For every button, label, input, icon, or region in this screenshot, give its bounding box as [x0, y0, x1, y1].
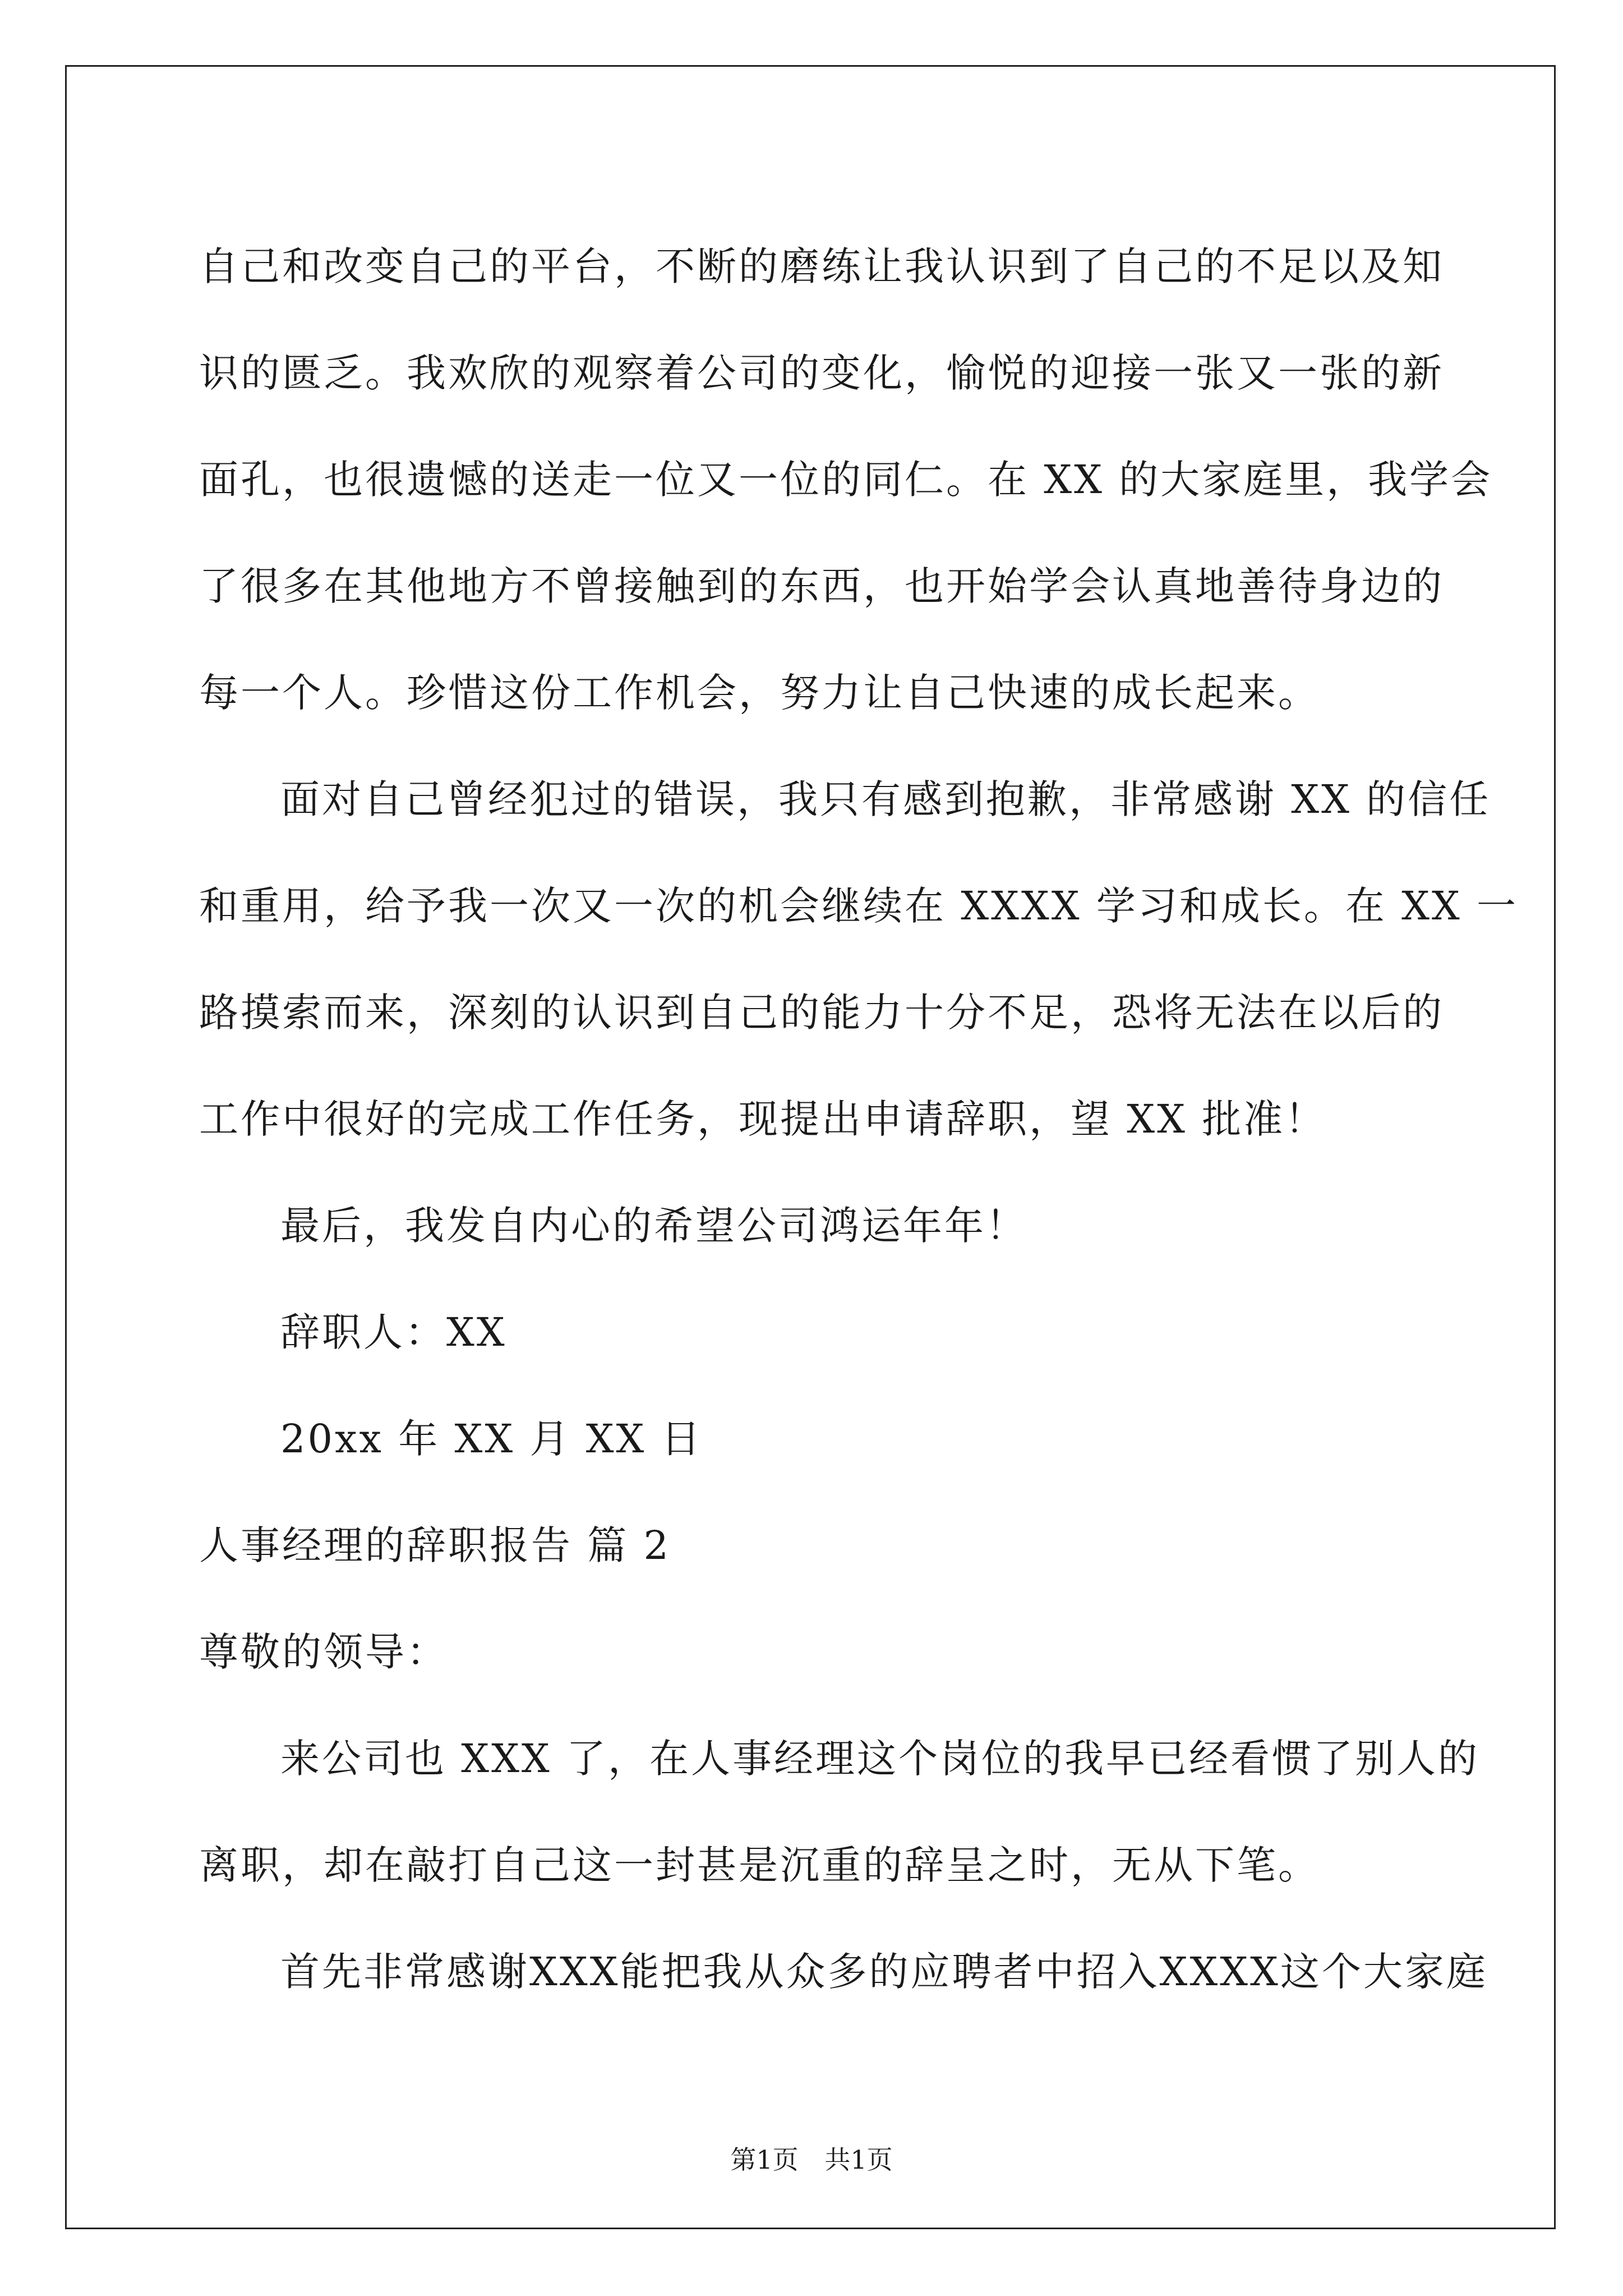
text-line: 每一个人。珍惜这份工作机会，努力让自己快速的成长起来。	[199, 670, 1320, 716]
section-heading: 人事经理的辞职报告 篇 2	[199, 1522, 671, 1568]
page-footer	[0, 2143, 1623, 2177]
text-line: 最后，我发自内心的希望公司鸿运年年！	[280, 1203, 1027, 1249]
text-line: 了很多在其他地方不曾接触到的东西，也开始学会认真地善待身边的	[199, 563, 1444, 609]
text-line: 离职，却在敲打自己这一封甚是沉重的辞呈之时，无从下笔。	[199, 1842, 1320, 1888]
text-line: 识的匮乏。我欢欣的观察着公司的变化，愉悦的迎接一张又一张的新	[199, 350, 1444, 396]
text-line: 工作中很好的完成工作任务，现提出申请辞职，望 XX 批准！	[199, 1096, 1327, 1142]
text-line: 来公司也 XXX 了，在人事经理这个岗位的我早已经看惯了别人的	[280, 1736, 1480, 1782]
page-number: 第1页	[730, 2145, 799, 2175]
date-line: 20xx 年 XX 月 XX 日	[280, 1416, 703, 1462]
document-body	[199, 213, 1519, 2025]
text-line: 和重用，给予我一次又一次的机会继续在 XXXX 学习和成长。在 XX 一	[199, 883, 1519, 929]
page-total: 共1页	[824, 2145, 893, 2175]
text-line: 面对自己曾经犯过的错误，我只有感到抱歉，非常感谢 XX 的信任	[280, 776, 1491, 822]
text-line: 路摸索而来，深刻的认识到自己的能力十分不足，恐将无法在以后的	[199, 990, 1444, 1036]
salutation: 尊敬的领导：	[199, 1629, 448, 1675]
text-line: 自己和改变自己的平台，不断的磨练让我认识到了自己的不足以及知	[199, 243, 1444, 289]
signature-line: 辞职人：XX	[280, 1309, 507, 1355]
text-line: 面孔，也很遗憾的送走一位又一位的同仁。在 XX 的大家庭里，我学会	[199, 457, 1493, 503]
text-line: 首先非常感谢XXX能把我从众多的应聘者中招入XXXX这个大家庭	[280, 1949, 1488, 1995]
